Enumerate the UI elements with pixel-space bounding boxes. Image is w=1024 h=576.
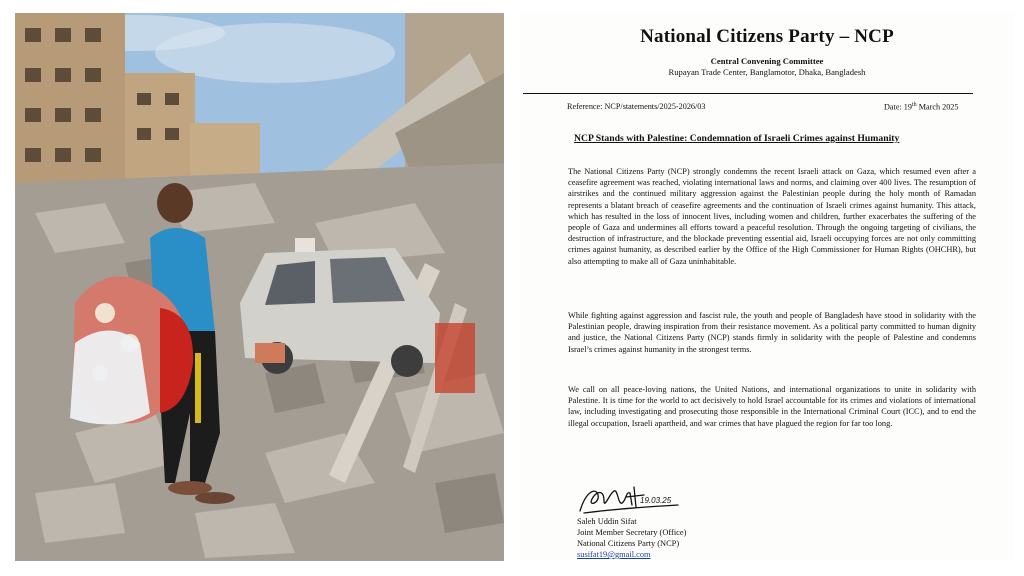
party-address: Rupayan Trade Center, Banglamotor, Dhaka, Bangladesh <box>668 67 866 77</box>
signer-name: Saleh Uddin Sifat <box>577 517 637 526</box>
signature-date: 19.03.25 <box>640 496 672 505</box>
rubble-photo <box>15 13 504 561</box>
paragraph-3: We call on all peace-loving nations, the United Nations, and international organizations to unite in solidarity with Palestine. It is time for the world to act decisively to hold Israel accountable for its crimes and violations of international law, including investigating and prosecuting those responsible in the International Criminal Court (ICC), and to end the illegal occupation, Israeli apartheid, and war crimes that have plagued the region for far too long. <box>568 385 976 428</box>
date-suffix: March 2025 <box>916 102 959 112</box>
paragraph-1: The National Citizens Party (NCP) strongly condemns the recent Israeli attack on Gaza, which resumed even after a ceasefire agreement was reached, violating international laws and norms, and claiming over 400 lives. The resumption of airstrikes and the continued military aggression against the Palestinian people during the holy month of Ramadan represents a blatant breach of ceasefire agreements and the continuation of Israeli crimes against humanity. This attack, which has resulted in the loss of innocent lives, including women and children, further exacerbates the suffering of the people of Gaza and undermines all efforts toward a peaceful resolution. Through the ongoing targeting of civilians, the destruction of infrastructure, and the blockade preventing essential aid, Israeli occupying forces are not only committing crimes against humanity, as described earlier by the Office of the High Commissioner for Human Rights (OHCHR), but also attempting to make all of Gaza uninhabitable. <box>568 167 976 266</box>
header-divider <box>523 93 973 94</box>
handwritten-signature <box>574 481 684 519</box>
party-title: National Citizens Party – NCP <box>640 26 894 47</box>
rubble-photo-illustration <box>15 13 504 561</box>
signer-organization: National Citizens Party (NCP) <box>577 539 680 548</box>
statement-date <box>884 102 958 112</box>
signer-title: Joint Member Secretary (Office) <box>577 528 687 537</box>
date-ordinal: th <box>911 102 917 108</box>
date-prefix: Date: 19 <box>884 102 912 112</box>
statement-document <box>520 13 1014 561</box>
paragraph-2: While fighting against aggression and fascist rule, the youth and people of Bangladesh have stood in solidarity with the Palestinian people, drawing inspiration from their resistance movement. As a political party committed to human dignity and justice, the National Citizens Party (NCP) stands firmly in solidarity with the people of Palestine and condemns Israel’s crimes against humanity in the strongest terms. <box>568 311 976 354</box>
reference-number: Reference: NCP/statements/2025-2026/03 <box>567 102 706 111</box>
statement-subject: NCP Stands with Palestine: Condemnation of Israeli Crimes against Humanity <box>574 133 900 144</box>
committee-name: Central Convening Committee <box>710 56 824 66</box>
signer-email-link[interactable]: susifat19@gmail.com <box>577 550 651 559</box>
